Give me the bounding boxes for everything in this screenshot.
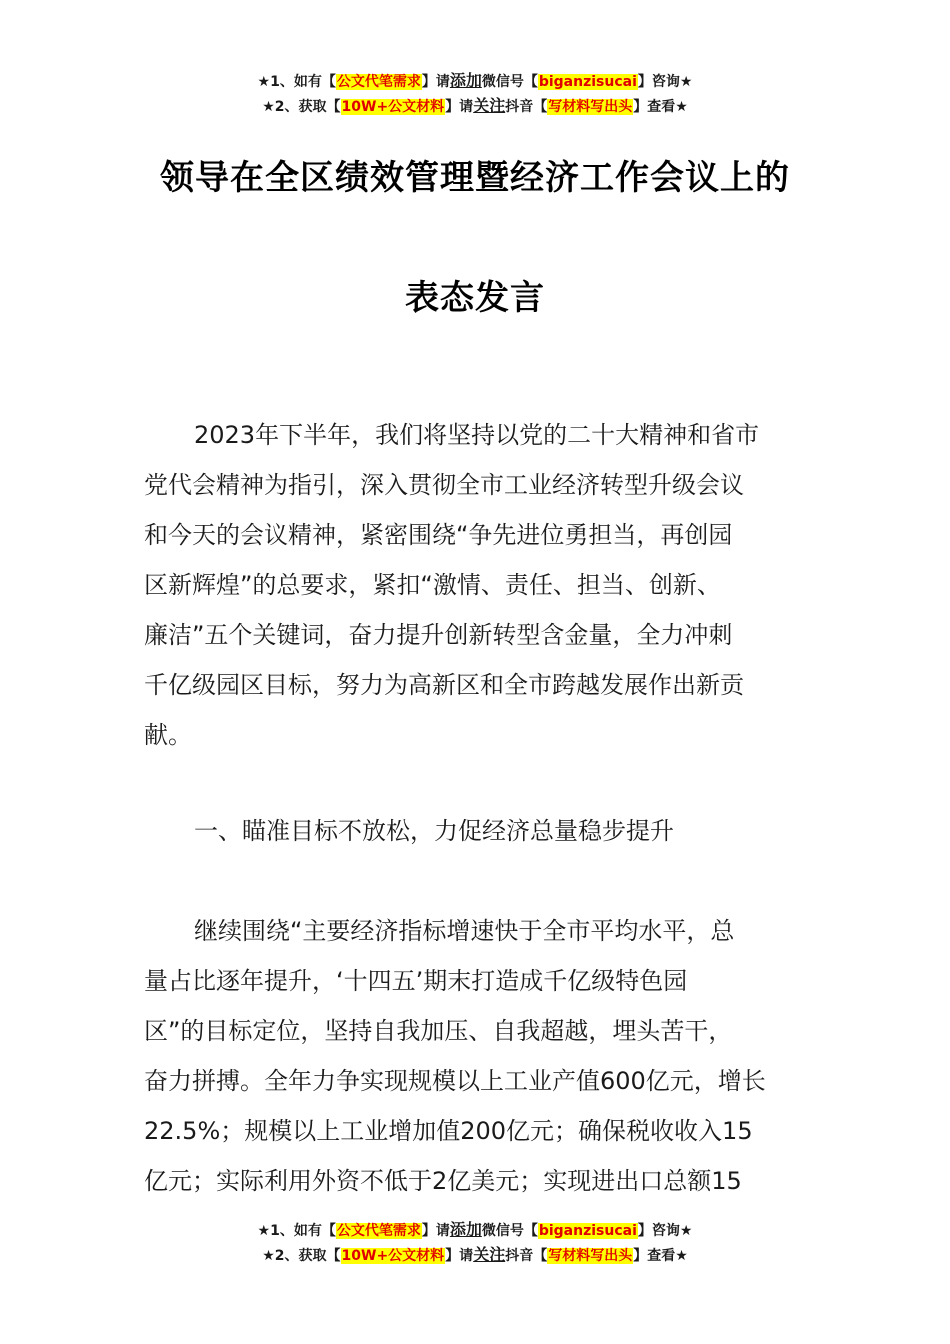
section-heading-1: 一、瞄准目标不放松，力促经济总量稳步提升 — [194, 817, 674, 845]
highlight-text: 10W+公文材料 — [341, 1248, 445, 1264]
underlined-text: 添加 — [449, 71, 482, 90]
paragraph-line: 区新辉煌”的总要求，紧扣“激情、责任、担当、创新、 — [144, 571, 721, 599]
paragraph-line: 千亿级园区目标，努力为高新区和全市跨越发展作出新贡 — [144, 671, 744, 699]
promo-banner-bottom — [0, 1218, 950, 1268]
douyin-id-highlight: 写材料写出头 — [548, 99, 633, 115]
promo-line-2: ★2、获取【10W+公文材料】请关注抖音【写材料写出头】查看★ — [262, 1245, 688, 1264]
underlined-text: 添加 — [449, 1220, 482, 1239]
highlight-text: 公文代笔需求 — [336, 1223, 421, 1239]
paragraph-intro — [144, 410, 809, 760]
douyin-id-highlight: 写材料写出头 — [548, 1248, 633, 1264]
promo-line-1: ★1、如有【公文代笔需求】请添加微信号【biganzisucai】咨询★ — [257, 1220, 693, 1239]
wechat-id-highlight: biganzisucai — [538, 74, 637, 90]
promo-line-1: ★1、如有【公文代笔需求】请添加微信号【biganzisucai】咨询★ — [257, 71, 693, 90]
document-title-line-1: 领导在全区绩效管理暨经济工作会议上的 — [160, 158, 790, 198]
highlight-text: 公文代笔需求 — [336, 74, 421, 90]
promo-banner-top — [0, 69, 950, 119]
paragraph-line: 廉洁”五个关键词，奋力提升创新转型含金量，全力冲刺 — [144, 621, 733, 649]
paragraph-line: 量占比逐年提升，‘十四五’期末打造成千亿级特色园 — [144, 967, 688, 995]
underlined-text: 关注 — [473, 96, 506, 115]
paragraph-line: 党代会精神为指引，深入贯彻全市工业经济转型升级会议 — [144, 471, 744, 499]
promo-line-2: ★2、获取【10W+公文材料】请关注抖音【写材料写出头】查看★ — [262, 96, 688, 115]
paragraph-line: 献。 — [144, 721, 192, 749]
paragraph-line: 奋力拼搏。全年力争实现规模以上工业产值600亿元，增长 — [144, 1067, 766, 1095]
underlined-text: 关注 — [473, 1245, 506, 1264]
paragraph-line: 2023年下半年，我们将坚持以党的二十大精神和省市 — [194, 421, 760, 449]
paragraph-line: 亿元；实际利用外资不低于2亿美元；实现进出口总额15 — [144, 1167, 742, 1195]
paragraph-line: 22.5%；规模以上工业增加值200亿元；确保税收收入15 — [144, 1117, 753, 1145]
wechat-id-highlight: biganzisucai — [538, 1223, 637, 1239]
paragraph-line: 继续围绕“主要经济指标增速快于全市平均水平，总 — [194, 917, 735, 945]
paragraph-line: 区”的目标定位，坚持自我加压、自我超越，埋头苦干， — [144, 1017, 733, 1045]
paragraph-line: 和今天的会议精神，紧密围绕“争先进位勇担当，再创园 — [144, 521, 733, 549]
document-title-line-2: 表态发言 — [405, 278, 545, 318]
paragraph-section-1 — [144, 906, 809, 1206]
highlight-text: 10W+公文材料 — [341, 99, 445, 115]
